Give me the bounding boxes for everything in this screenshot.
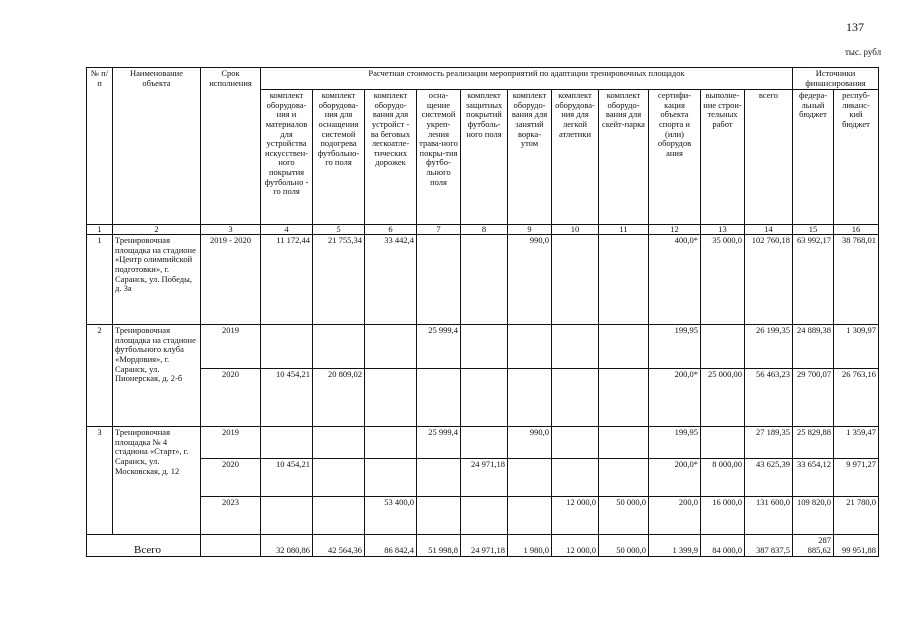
value-cell: 10 454,21	[261, 459, 313, 497]
value-cell: 35 000,0	[701, 235, 745, 325]
subheader-cell: респуб-ликанс-кий бюджет	[834, 90, 879, 225]
row-number: 2	[87, 325, 113, 427]
value-cell: 53 400,0	[365, 497, 417, 535]
term-cell: 2020	[201, 369, 261, 427]
value-cell	[365, 459, 417, 497]
total-row	[87, 535, 879, 557]
value-cell	[701, 325, 745, 369]
value-cell	[313, 497, 365, 535]
value-cell: 990,0	[508, 235, 552, 325]
row-number: 1	[87, 235, 113, 325]
total-label: Всего	[87, 535, 201, 557]
total-term-cell	[201, 535, 261, 557]
table-row	[87, 497, 879, 535]
value-cell: 25 999,4	[417, 427, 461, 459]
value-cell: 25 999,4	[417, 325, 461, 369]
subheader-cell: выполне-ние строи-тельных работ	[701, 90, 745, 225]
value-cell: 11 172,44	[261, 235, 313, 325]
value-cell	[261, 497, 313, 535]
term-cell: 2023	[201, 497, 261, 535]
total-value: 32 080,86	[261, 535, 313, 557]
term-cell: 2019	[201, 427, 261, 459]
column-number: 1	[87, 225, 113, 235]
value-cell	[365, 427, 417, 459]
subheader-cell: комплект защитных покрытий футболь-ного поля	[461, 90, 508, 225]
total-value: 51 998,8	[417, 535, 461, 557]
value-cell: 131 600,0	[745, 497, 793, 535]
column-number: 10	[552, 225, 599, 235]
object-name: Тренировочная площадка на стадионе футбольного клуба «Мордовия», г. Саранск, ул. Пионерская, д. 2-б	[113, 325, 201, 427]
value-cell: 109 820,0	[793, 497, 834, 535]
value-cell: 10 454,21	[261, 369, 313, 427]
subheader-cell: комплект оборудова-ния и материалов для устройства искусствен-ного покрытия футбольно - го поля	[261, 90, 313, 225]
value-cell	[508, 369, 552, 427]
value-cell	[417, 497, 461, 535]
total-value: 387 837,5	[745, 535, 793, 557]
column-number: 14	[745, 225, 793, 235]
column-number: 5	[313, 225, 365, 235]
value-cell: 26 199,35	[745, 325, 793, 369]
column-number: 11	[599, 225, 649, 235]
value-cell: 43 625,39	[745, 459, 793, 497]
header-term: Срок исполнения	[201, 68, 261, 225]
total-value: 12 000,0	[552, 535, 599, 557]
value-cell	[461, 325, 508, 369]
value-cell: 9 971,27	[834, 459, 879, 497]
value-cell: 200,0*	[649, 459, 701, 497]
value-cell: 27 189,35	[745, 427, 793, 459]
value-cell: 16 000,0	[701, 497, 745, 535]
value-cell: 199,95	[649, 325, 701, 369]
value-cell	[552, 427, 599, 459]
header-name: Наименование объекта	[113, 68, 201, 225]
term-cell: 2019	[201, 325, 261, 369]
table-row	[87, 235, 879, 325]
value-cell	[552, 325, 599, 369]
value-cell	[461, 235, 508, 325]
value-cell: 12 000,0	[552, 497, 599, 535]
value-cell: 24 971,18	[461, 459, 508, 497]
subheader-cell: осна-щение системой укреп-ления трава-ного покры-тия футбо-льного поля	[417, 90, 461, 225]
subheader-cell: комплект оборудова-ния для оснащения системой подогрева футбольно-го поля	[313, 90, 365, 225]
value-cell	[313, 459, 365, 497]
row-number: 3	[87, 427, 113, 535]
subheader-cell: сертифи-кация объекта спорта и (или) оборудов ания	[649, 90, 701, 225]
subheader-cell: комплект оборудо-вания для скейт-парка	[599, 90, 649, 225]
column-number: 2	[113, 225, 201, 235]
value-cell: 20 809,02	[313, 369, 365, 427]
column-number: 15	[793, 225, 834, 235]
value-cell: 1 309,97	[834, 325, 879, 369]
total-value: 1 399,9	[649, 535, 701, 557]
value-cell	[313, 427, 365, 459]
total-value: 99 951,88	[834, 535, 879, 557]
table-row	[87, 459, 879, 497]
value-cell	[508, 497, 552, 535]
object-name: Тренировочная площадка на стадионе «Центр олимпийской подготовки», г. Саранск, ул. Победы, д. 3а	[113, 235, 201, 325]
value-cell	[417, 369, 461, 427]
header-calc: Расчетная стоимость реализации мероприятий по адаптации тренировочных площадок	[261, 68, 793, 90]
value-cell	[365, 369, 417, 427]
value-cell	[552, 369, 599, 427]
column-number: 12	[649, 225, 701, 235]
value-cell: 26 763,16	[834, 369, 879, 427]
term-cell: 2019 - 2020	[201, 235, 261, 325]
total-value: 42 564,36	[313, 535, 365, 557]
value-cell: 21 755,34	[313, 235, 365, 325]
total-value: 50 000,0	[599, 535, 649, 557]
value-cell	[599, 235, 649, 325]
subheader-cell: федера-льный бюджет	[793, 90, 834, 225]
value-cell	[461, 427, 508, 459]
total-value: 1 980,0	[508, 535, 552, 557]
column-number: 8	[461, 225, 508, 235]
table-row	[87, 325, 879, 369]
value-cell: 990,0	[508, 427, 552, 459]
value-cell: 29 700,07	[793, 369, 834, 427]
total-value: 84 000,0	[701, 535, 745, 557]
value-cell: 24 889,38	[793, 325, 834, 369]
value-cell: 56 463,23	[745, 369, 793, 427]
value-cell: 33 442,4	[365, 235, 417, 325]
value-cell	[508, 325, 552, 369]
value-cell: 102 760,18	[745, 235, 793, 325]
value-cell	[599, 427, 649, 459]
column-number: 16	[834, 225, 879, 235]
value-cell	[313, 325, 365, 369]
value-cell: 25 829,88	[793, 427, 834, 459]
value-cell: 199,95	[649, 427, 701, 459]
subheader-cell: всего	[745, 90, 793, 225]
value-cell	[599, 325, 649, 369]
term-cell: 2020	[201, 459, 261, 497]
column-number: 6	[365, 225, 417, 235]
value-cell: 25 000,00	[701, 369, 745, 427]
value-cell	[552, 235, 599, 325]
value-cell	[508, 459, 552, 497]
value-cell	[261, 325, 313, 369]
subheader-cell: комплект оборудо-вания для устройст - ва беговых легкоатле-тических дорожек	[365, 90, 417, 225]
object-name: Тренировочная площадка № 4 стадиона «Старт», г. Саранск, ул. Московская, д. 12	[113, 427, 201, 535]
total-value: 86 842,4	[365, 535, 417, 557]
column-number: 13	[701, 225, 745, 235]
value-cell: 400,0*	[649, 235, 701, 325]
value-cell	[599, 459, 649, 497]
value-cell	[417, 235, 461, 325]
value-cell	[461, 497, 508, 535]
total-value: 287 885,62	[793, 535, 834, 557]
cost-table	[86, 67, 879, 557]
value-cell	[417, 459, 461, 497]
subheader-cell: комплект оборудова-ния для легкой атлетики	[552, 90, 599, 225]
column-number: 9	[508, 225, 552, 235]
table-row	[87, 369, 879, 427]
subheader-cell: комплект оборудо-вания для занятий ворка-утом	[508, 90, 552, 225]
value-cell	[599, 369, 649, 427]
page-number: 137	[846, 20, 864, 34]
value-cell: 21 780,0	[834, 497, 879, 535]
total-value: 24 971,18	[461, 535, 508, 557]
header-sources: Источники финансирования	[793, 68, 879, 90]
value-cell	[552, 459, 599, 497]
value-cell: 33 654,12	[793, 459, 834, 497]
value-cell: 50 000,0	[599, 497, 649, 535]
unit-label: тыс. рубл	[845, 47, 882, 57]
value-cell: 1 359,47	[834, 427, 879, 459]
value-cell	[701, 427, 745, 459]
value-cell	[365, 325, 417, 369]
value-cell: 200,0*	[649, 369, 701, 427]
column-number: 3	[201, 225, 261, 235]
value-cell	[261, 427, 313, 459]
header-no: № п/п	[87, 68, 113, 225]
value-cell: 63 992,17	[793, 235, 834, 325]
value-cell: 38 768,01	[834, 235, 879, 325]
table-row	[87, 427, 879, 459]
column-number: 4	[261, 225, 313, 235]
column-number: 7	[417, 225, 461, 235]
value-cell	[461, 369, 508, 427]
value-cell: 8 000,00	[701, 459, 745, 497]
value-cell: 200,0	[649, 497, 701, 535]
